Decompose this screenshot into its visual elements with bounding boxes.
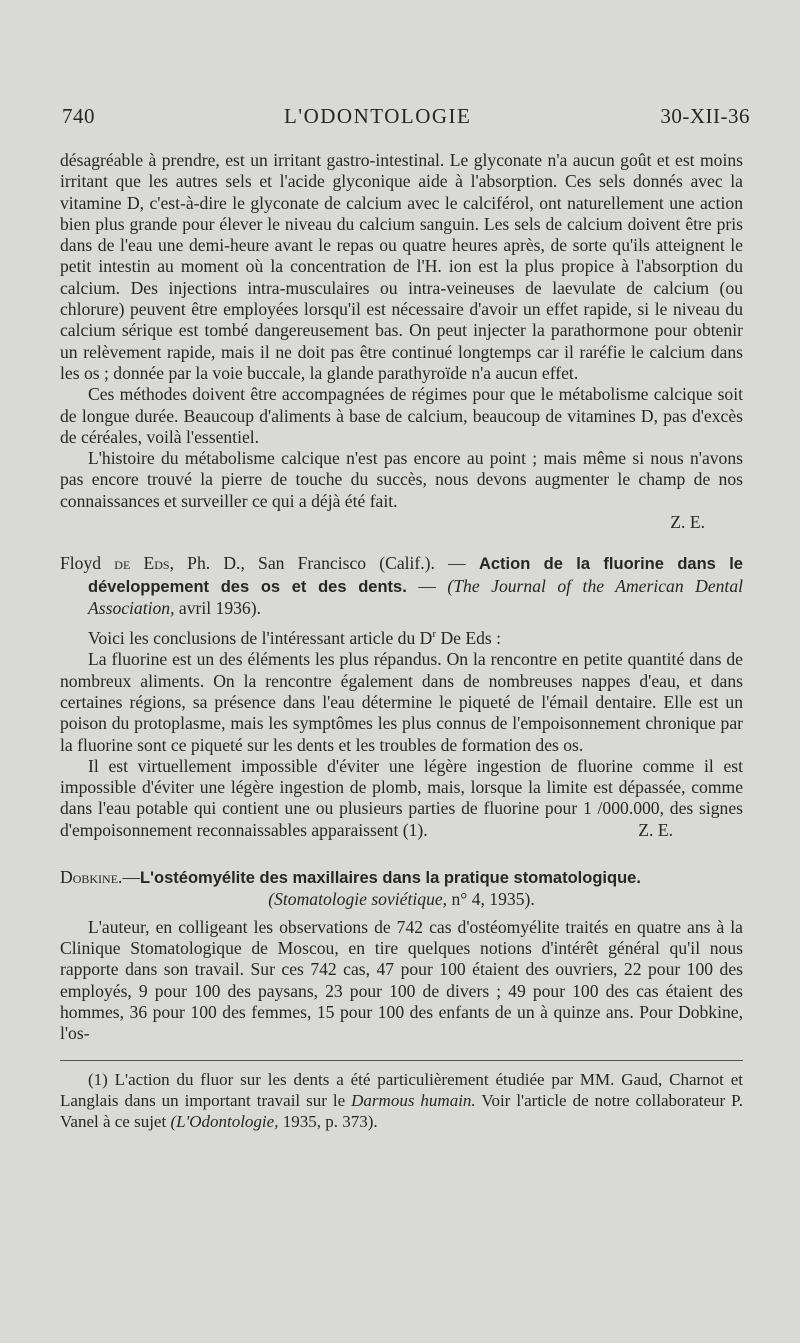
signature: Z. E.: [638, 819, 673, 840]
article-source: (The Journal of the American Dental Association,: [88, 575, 743, 618]
article-source-date: avril 1936).: [178, 597, 261, 618]
footnote-divider: [60, 1060, 743, 1061]
author-particle: de: [114, 553, 131, 574]
author-details: , Ph. D., San Francisco (Calif.). —: [169, 553, 466, 574]
article-heading-osteomyelitis: [60, 867, 743, 889]
paragraph-fluorine-2: Il est virtuellement impossible d'éviter une légère ingestion de fluorine comme il est impossible d'éviter une légère ingestion de plomb, mais, lorsque la limite est dépassée, comme dans l'eau potable qui contient une ou plusieurs parties de fluorine pour 1 /000.000, des signes d'empoisonnement reconnaissables apparaissent (1). Z. E.: [60, 755, 743, 840]
issue-date: 30-XII-36: [660, 104, 750, 128]
page-number: 740: [62, 104, 95, 128]
paragraph-diet: Ces méthodes doivent être accompagnées de régimes pour que le métabolisme calcique soit de longue durée. Beaucoup d'aliments à base de calcium, beaucoup de vitamines D, pas d'excès de céréales, voilà l'essentiel.: [60, 384, 743, 447]
article-title: Action de la fluorine dans le développement des os et des dents.: [88, 555, 743, 596]
signature: Z. E.: [670, 512, 705, 533]
author-last: Eds: [143, 553, 170, 574]
article-source-line: [60, 889, 743, 910]
paragraph-osteomyelitis: L'auteur, en colligeant les observations de 742 cas d'ostéomyélite traités en quatre ans à la Clinique Stomatologique de Moscou, en tire quelques notions d'intérêt général qu'il nous rapporte dans son travail. Sur ces 742 cas, 47 pour 100 étaient des ouvriers, 22 pour 100 des employés, 9 pour 100 des paysans, 23 pour 100 de divers ; 49 pour 100 des cas étaient des hommes, 36 pour 100 des femmes, 15 pour 100 des enfants de un à quinze ans. Pour Dobkine, l'os-: [60, 916, 743, 1044]
title-dash: —: [122, 867, 141, 888]
author-first: Floyd: [60, 553, 102, 574]
article-title: L'ostéomyélite des maxillaires dans la pratique stomatologique.: [140, 869, 641, 888]
article-source-issue: n° 4, 1935).: [451, 889, 535, 910]
running-header: [62, 104, 750, 129]
journal-title: L'ODONTOLOGIE: [283, 104, 472, 128]
paragraph-fluorine-1: La fluorine est un des éléments les plus répandus. On la rencontre en petite quantité dans de nombreux aliments. On la rencontre également dans de nombreuses nappes d'eau, et dans certaines régions, sa présence dans l'eau détermine le piqueté de l'émail dentaire. Elle est un poison du protoplasme, mais les symptômes les plus connus de l'empoisonnement chronique par la fluorine sont ce piqueté sur les dents et les troubles de formation des os.: [60, 649, 743, 755]
main-text: [60, 150, 743, 1132]
paragraph-history: L'histoire du métabolisme calcique n'est pas encore au point ; mais même si nous n'avons pas encore trouvé la pierre de touche du succès, nous devons augmenter le champ de nos connaissances et surveiller ce qui a déjà été fait.: [60, 448, 743, 511]
article-heading-fluorine: [60, 553, 743, 619]
title-dash: —: [418, 575, 436, 596]
article-source: (Stomatologie soviétique,: [268, 889, 448, 910]
paragraph-calcium-salts: désagréable à prendre, est un irritant gastro-intestinal. Le glyconate n'a aucun goût et est moins irritant que les autres sels et l'acide glyconique aide à l'absorption. Ces sels donnés avec la vitamine D, c'est-à-dire le glyconate de calcium avec le calciférol, ont naturellement une action bien plus grande pour élever le niveau du calcium sanguin. Les sels de calcium doivent être pris dans de l'eau une demi-heure avant le repas ou quatre heures après, de sorte qu'ils atteignent le petit intestin au moment où la concentration de l'H. ion est la plus propice à l'absorption du calcium. Des injections intra-musculaires ou intra-veineuses de laevulate de calcium (ou chlorure) peuvent être employées lorsqu'il est nécessaire d'avoir un effet rapide, si le niveau du calcium sérique est tombé dangereusement bas. On peut injecter la parathormone pour obtenir un relèvement rapide, mais il ne doit pas être continué longtemps car il raréfie le calcium dans les os ; donnée par la voie buccale, la glande parathyroïde n'a aucun effet.: [60, 150, 743, 383]
footnote: (1) L'action du fluor sur les dents a été particulièrement étudiée par MM. Gaud, Charnot et Langlais dans un important travail sur le Darmous humain. Voir l'article de notre collaborateur P. Vanel à ce sujet (L'Odontologie, 1935, p. 373).: [60, 1070, 743, 1132]
intro-line: Voici les conclusions de l'intéressant article du $D^r$ De Eds :: [88, 628, 502, 649]
author: Dobkine.: [60, 867, 123, 888]
